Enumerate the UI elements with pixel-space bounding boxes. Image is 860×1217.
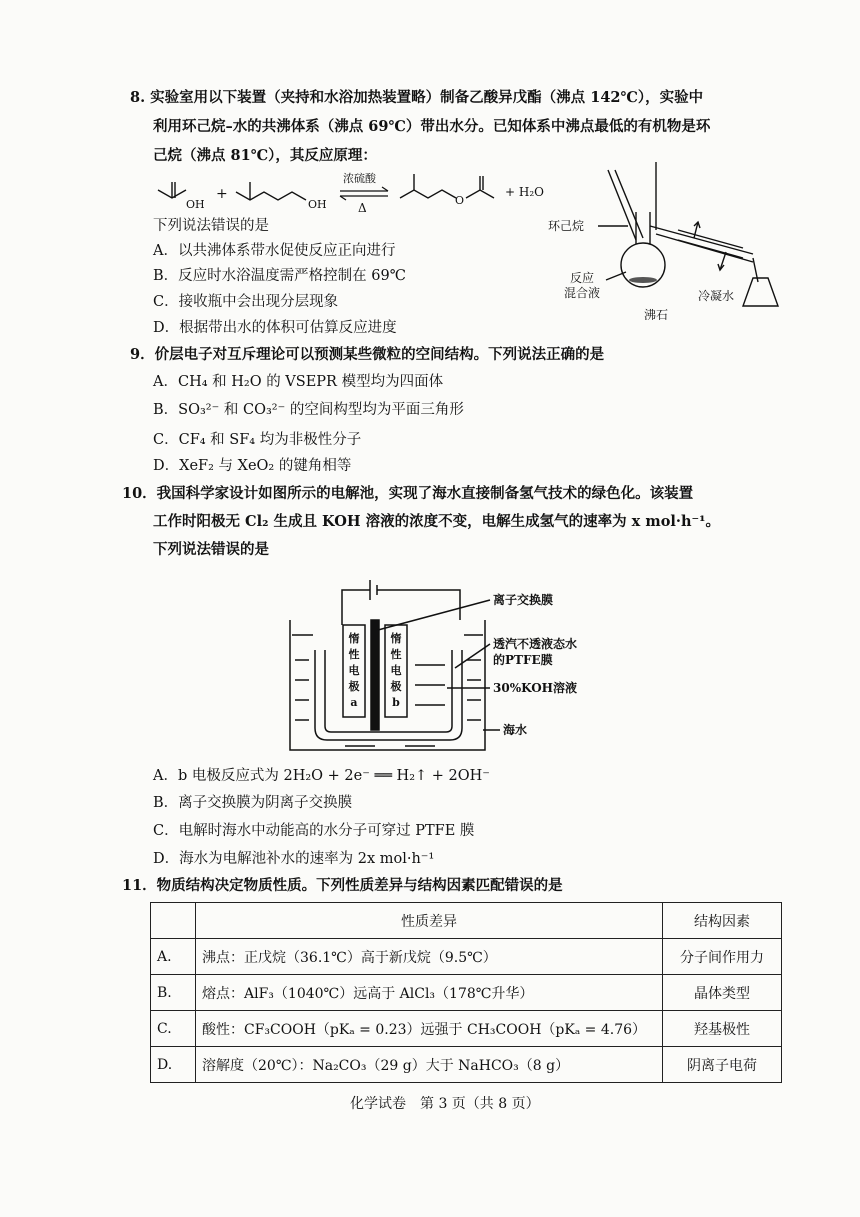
table-row	[151, 975, 782, 1011]
catalyst-label: 浓硫酸	[343, 172, 376, 185]
electrode-a-label: a	[350, 696, 358, 709]
electrode-b-label: b	[392, 696, 400, 709]
table-row	[151, 939, 782, 975]
table-cell: C.	[151, 1011, 196, 1047]
oh-label-1: OH	[186, 198, 205, 211]
boiling-stones	[629, 277, 657, 283]
heat-label: Δ	[358, 201, 367, 215]
table-cell: 沸点：正戊烷（36.1℃）高于新戊烷（9.5℃）	[196, 939, 663, 975]
q8-line3: 己烷（沸点 81℃），其反应原理：	[153, 147, 377, 164]
table-cell: 晶体类型	[663, 975, 782, 1011]
plus-sign: +	[216, 186, 228, 202]
q8-line2: 利用环己烷–水的共沸体系（沸点 69℃）带出水分。已知体系中沸点最低的有机物是环	[153, 118, 711, 135]
q10-line1: 10．我国科学家设计如图所示的电解池，实现了海水直接制备氢气技术的绿色化。该装置	[122, 485, 694, 502]
q8-option-d: D．根据带出水的体积可估算反应进度	[153, 320, 397, 336]
ester-structure	[400, 174, 494, 198]
label-mixture-1: 反应	[570, 271, 595, 285]
table-cell: 分子间作用力	[663, 939, 782, 975]
table-header	[151, 903, 196, 939]
ester-oxygen: O	[455, 194, 465, 207]
equilibrium-arrow	[340, 187, 388, 200]
table-cell: 溶解度（20℃）：Na₂CO₃（29 g）大于 NaHCO₃（8 g）	[196, 1047, 663, 1083]
electrode-b-label: 电	[390, 664, 402, 677]
q11-stem: 11．物质结构决定物质性质。下列性质差异与结构因素匹配错误的是	[122, 877, 563, 894]
electrode-b-label: 惰	[390, 632, 402, 645]
table-cell: 酸性：CF₃COOH（pKₐ = 0.23）远强于 CH₃COOH（pKₐ = 4.76）	[196, 1011, 663, 1047]
q10-option-a: A．b 电极反应式为 2H₂O + 2e⁻ ══ H₂↑ + 2OH⁻	[153, 768, 490, 784]
q8-stem: 下列说法错误的是	[153, 218, 269, 234]
label-ion-exchange-membrane: 离子交换膜	[493, 593, 554, 607]
table-header: 结构因素	[663, 903, 782, 939]
q8-line1: 8. 实验室用以下装置（夹持和水浴加热装置略）制备乙酸异戊酯（沸点 142℃），实验中	[130, 89, 704, 106]
reaction-equation	[150, 168, 560, 220]
label-ptfe-2: 的PTFE膜	[493, 653, 553, 667]
ion-exchange-membrane	[371, 620, 379, 730]
electrode-b-label: 性	[390, 648, 402, 661]
q11-table	[150, 902, 782, 1083]
label-cooling-water: 冷凝水	[698, 289, 735, 303]
table-row	[151, 1047, 782, 1083]
distillation-apparatus	[548, 160, 788, 320]
table-cell: 熔点：AlF₃（1040℃）远高于 AlCl₃（178℃升华）	[196, 975, 663, 1011]
page-footer: 化学试卷 第 3 页（共 8 页）	[350, 1096, 540, 1112]
table-cell: 阴离子电荷	[663, 1047, 782, 1083]
label-seawater: 海水	[503, 723, 528, 737]
label-mixture-2: 混合液	[564, 286, 601, 300]
q10-option-b: B．离子交换膜为阴离子交换膜	[153, 795, 353, 811]
receiving-flask	[743, 278, 778, 306]
electrode-b-label: 极	[390, 680, 402, 693]
q10-option-d: D．海水为电解池补水的速率为 2x mol·h⁻¹	[153, 851, 435, 867]
table-cell: D.	[151, 1047, 196, 1083]
q8-option-b: B．反应时水浴温度需严格控制在 69℃	[153, 268, 406, 284]
isoamyl-alcohol-structure	[236, 182, 306, 200]
acetic-acid-structure	[158, 182, 186, 198]
label-koh: 30%KOH溶液	[493, 681, 578, 695]
label-cyclohexane: 环己烷	[548, 219, 585, 233]
q9-option-d: D．XeF₂ 与 XeO₂ 的键角相等	[153, 458, 352, 474]
label-boiling-stone: 沸石	[644, 308, 669, 320]
electrode-a-label: 性	[348, 648, 360, 661]
water-product: + H₂O	[505, 185, 544, 199]
condenser	[650, 226, 753, 254]
q8-option-c: C．接收瓶中会出现分层现象	[153, 294, 339, 310]
electrolysis-cell-diagram	[285, 570, 585, 756]
table-row	[151, 1011, 782, 1047]
table-cell: A.	[151, 939, 196, 975]
q9-option-b: B．SO₃²⁻ 和 CO₃²⁻ 的空间构型均为平面三角形	[153, 402, 464, 418]
table-cell: B.	[151, 975, 196, 1011]
electrode-a-label: 极	[348, 680, 360, 693]
table-header-row	[151, 903, 782, 939]
electrode-a-label: 惰	[348, 632, 360, 645]
q10-option-c: C．电解时海水中动能高的水分子可穿过 PTFE 膜	[153, 823, 475, 839]
q8-option-a: A．以共沸体系带水促使反应正向进行	[153, 243, 396, 259]
electrode-a-label: 电	[348, 664, 360, 677]
label-ptfe-1: 透汽不透液态水	[493, 637, 578, 651]
q10-line3: 下列说法错误的是	[153, 541, 269, 558]
oh-label-2: OH	[308, 198, 327, 211]
table-header: 性质差异	[196, 903, 663, 939]
table-cell: 羟基极性	[663, 1011, 782, 1047]
q9-option-c: C．CF₄ 和 SF₄ 均为非极性分子	[153, 432, 362, 448]
q9-option-a: A．CH₄ 和 H₂O 的 VSEPR 模型均为四面体	[153, 374, 444, 390]
q10-line2: 工作时阳极无 Cl₂ 生成且 KOH 溶液的浓度不变，电解生成氢气的速率为 x mol·h⁻¹。	[153, 513, 720, 530]
q9-stem: 9．价层电子对互斥理论可以预测某些微粒的空间结构。下列说法正确的是	[130, 346, 605, 363]
